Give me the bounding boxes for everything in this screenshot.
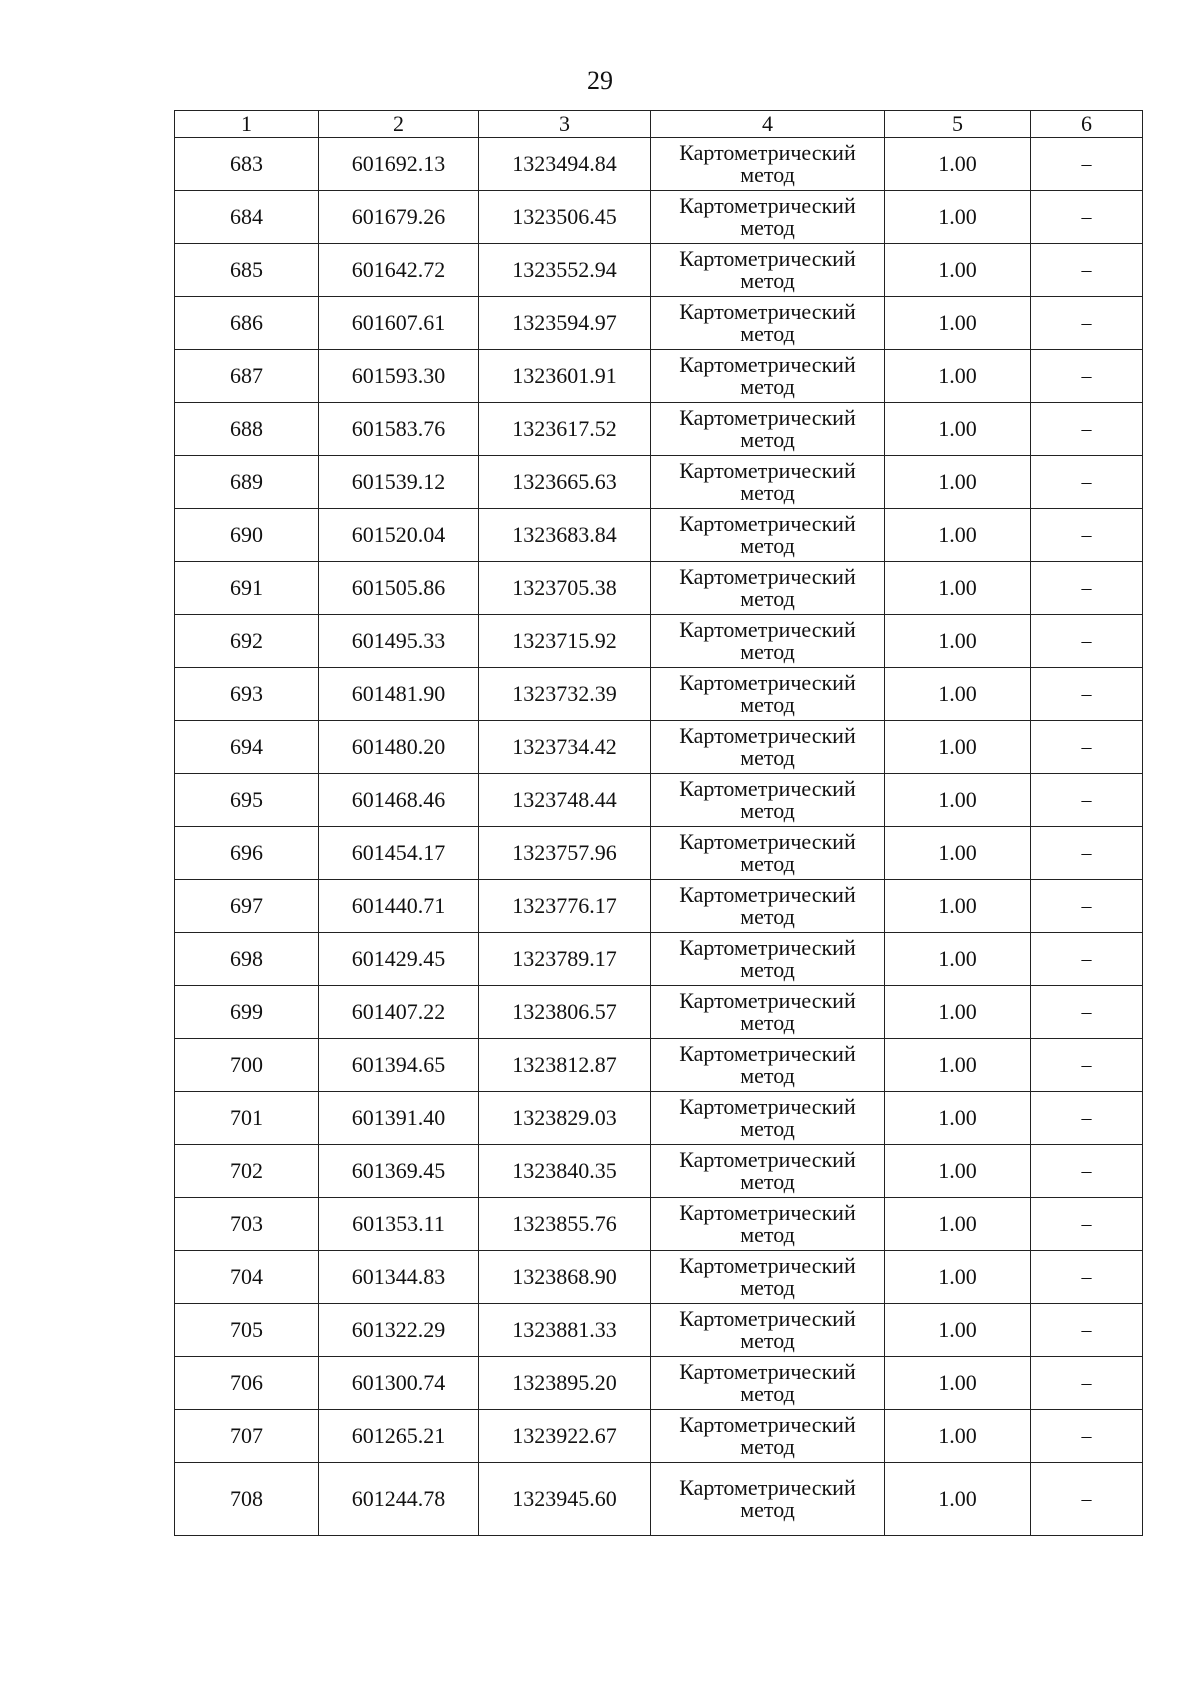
accuracy-cell: 1.00 — [885, 1357, 1031, 1410]
method-line-1: Картометрический — [679, 1475, 856, 1500]
x-coordinate-cell: 601593.30 — [319, 350, 479, 403]
method-line-2: метод — [740, 1116, 795, 1141]
x-coordinate-cell: 601505.86 — [319, 562, 479, 615]
method-cell — [651, 1357, 885, 1410]
header-cell-1: 1 — [175, 111, 319, 138]
method-cell — [651, 562, 885, 615]
table-row — [175, 774, 1143, 827]
x-coordinate-cell: 601495.33 — [319, 615, 479, 668]
method-line-2: метод — [740, 851, 795, 876]
table-row — [175, 509, 1143, 562]
method-line-2: метод — [740, 1381, 795, 1406]
table-row — [175, 880, 1143, 933]
method-line-1: Картометрический — [679, 776, 856, 801]
method-line-2: метод — [740, 1497, 795, 1522]
x-coordinate-cell: 601429.45 — [319, 933, 479, 986]
method-line-2: метод — [740, 374, 795, 399]
point-number-cell: 693 — [175, 668, 319, 721]
x-coordinate-cell: 601539.12 — [319, 456, 479, 509]
table-row — [175, 1039, 1143, 1092]
point-number-cell: 701 — [175, 1092, 319, 1145]
y-coordinate-cell: 1323868.90 — [479, 1251, 651, 1304]
point-number-cell: 684 — [175, 191, 319, 244]
table-row — [175, 403, 1143, 456]
y-coordinate-cell: 1323601.91 — [479, 350, 651, 403]
description-cell: – — [1031, 933, 1143, 986]
description-cell: – — [1031, 1145, 1143, 1198]
y-coordinate-cell: 1323881.33 — [479, 1304, 651, 1357]
table-row — [175, 1304, 1143, 1357]
method-line-1: Картометрический — [679, 1147, 856, 1172]
method-line-1: Картометрический — [679, 1041, 856, 1066]
accuracy-cell: 1.00 — [885, 191, 1031, 244]
method-cell — [651, 668, 885, 721]
method-line-2: метод — [740, 957, 795, 982]
method-line-1: Картометрический — [679, 1306, 856, 1331]
accuracy-cell: 1.00 — [885, 1145, 1031, 1198]
x-coordinate-cell: 601394.65 — [319, 1039, 479, 1092]
method-cell — [651, 933, 885, 986]
point-number-cell: 689 — [175, 456, 319, 509]
point-number-cell: 688 — [175, 403, 319, 456]
y-coordinate-cell: 1323789.17 — [479, 933, 651, 986]
table-row — [175, 1145, 1143, 1198]
point-number-cell: 685 — [175, 244, 319, 297]
y-coordinate-cell: 1323812.87 — [479, 1039, 651, 1092]
table-row — [175, 456, 1143, 509]
x-coordinate-cell: 601520.04 — [319, 509, 479, 562]
method-line-2: метод — [740, 162, 795, 187]
method-line-2: метод — [740, 533, 795, 558]
method-line-2: метод — [740, 1063, 795, 1088]
x-coordinate-cell: 601642.72 — [319, 244, 479, 297]
y-coordinate-cell: 1323552.94 — [479, 244, 651, 297]
table-row — [175, 350, 1143, 403]
method-line-2: метод — [740, 480, 795, 505]
header-cell-6: 6 — [1031, 111, 1143, 138]
method-line-1: Картометрический — [679, 988, 856, 1013]
page-number: 29 — [587, 66, 613, 95]
point-number-cell: 699 — [175, 986, 319, 1039]
y-coordinate-cell: 1323617.52 — [479, 403, 651, 456]
table-row — [175, 138, 1143, 191]
header-row — [175, 111, 1143, 138]
y-coordinate-cell: 1323734.42 — [479, 721, 651, 774]
method-cell — [651, 297, 885, 350]
table-header — [175, 111, 1143, 138]
table-row — [175, 827, 1143, 880]
point-number-cell: 707 — [175, 1410, 319, 1463]
method-line-1: Картометрический — [679, 299, 856, 324]
y-coordinate-cell: 1323494.84 — [479, 138, 651, 191]
point-number-cell: 697 — [175, 880, 319, 933]
accuracy-cell: 1.00 — [885, 1039, 1031, 1092]
accuracy-cell: 1.00 — [885, 244, 1031, 297]
method-line-1: Картометрический — [679, 617, 856, 642]
method-cell — [651, 827, 885, 880]
method-line-1: Картометрический — [679, 829, 856, 854]
method-cell — [651, 1251, 885, 1304]
x-coordinate-cell: 601353.11 — [319, 1198, 479, 1251]
method-line-1: Картометрический — [679, 458, 856, 483]
method-cell — [651, 774, 885, 827]
point-number-cell: 692 — [175, 615, 319, 668]
accuracy-cell: 1.00 — [885, 562, 1031, 615]
method-line-2: метод — [740, 798, 795, 823]
y-coordinate-cell: 1323748.44 — [479, 774, 651, 827]
x-coordinate-cell: 601454.17 — [319, 827, 479, 880]
accuracy-cell: 1.00 — [885, 1410, 1031, 1463]
x-coordinate-cell: 601468.46 — [319, 774, 479, 827]
accuracy-cell: 1.00 — [885, 1304, 1031, 1357]
header-cell-4: 4 — [651, 111, 885, 138]
point-number-cell: 708 — [175, 1463, 319, 1536]
method-line-1: Картометрический — [679, 352, 856, 377]
accuracy-cell: 1.00 — [885, 880, 1031, 933]
coordinates-table — [174, 110, 1143, 1536]
method-line-2: метод — [740, 639, 795, 664]
x-coordinate-cell: 601480.20 — [319, 721, 479, 774]
table-row — [175, 721, 1143, 774]
point-number-cell: 703 — [175, 1198, 319, 1251]
y-coordinate-cell: 1323665.63 — [479, 456, 651, 509]
point-number-cell: 700 — [175, 1039, 319, 1092]
method-line-1: Картометрический — [679, 1094, 856, 1119]
table-row — [175, 986, 1143, 1039]
method-cell — [651, 986, 885, 1039]
method-line-1: Картометрический — [679, 511, 856, 536]
method-line-2: метод — [740, 904, 795, 929]
method-line-2: метод — [740, 427, 795, 452]
x-coordinate-cell: 601344.83 — [319, 1251, 479, 1304]
point-number-cell: 691 — [175, 562, 319, 615]
point-number-cell: 686 — [175, 297, 319, 350]
header-cell-2: 2 — [319, 111, 479, 138]
method-line-2: метод — [740, 1434, 795, 1459]
accuracy-cell: 1.00 — [885, 509, 1031, 562]
table-row — [175, 933, 1143, 986]
method-line-2: метод — [740, 1169, 795, 1194]
y-coordinate-cell: 1323715.92 — [479, 615, 651, 668]
y-coordinate-cell: 1323506.45 — [479, 191, 651, 244]
description-cell: – — [1031, 1410, 1143, 1463]
description-cell: – — [1031, 880, 1143, 933]
y-coordinate-cell: 1323945.60 — [479, 1463, 651, 1536]
accuracy-cell: 1.00 — [885, 615, 1031, 668]
description-cell: – — [1031, 138, 1143, 191]
table-row — [175, 615, 1143, 668]
description-cell: – — [1031, 244, 1143, 297]
x-coordinate-cell: 601692.13 — [319, 138, 479, 191]
x-coordinate-cell: 601369.45 — [319, 1145, 479, 1198]
y-coordinate-cell: 1323683.84 — [479, 509, 651, 562]
table-body — [175, 138, 1143, 1536]
method-line-2: метод — [740, 586, 795, 611]
accuracy-cell: 1.00 — [885, 138, 1031, 191]
table-row — [175, 668, 1143, 721]
description-cell: – — [1031, 1039, 1143, 1092]
description-cell: – — [1031, 1251, 1143, 1304]
method-line-2: метод — [740, 268, 795, 293]
accuracy-cell: 1.00 — [885, 297, 1031, 350]
y-coordinate-cell: 1323840.35 — [479, 1145, 651, 1198]
accuracy-cell: 1.00 — [885, 668, 1031, 721]
description-cell: – — [1031, 827, 1143, 880]
header-cell-3: 3 — [479, 111, 651, 138]
method-line-1: Картометрический — [679, 140, 856, 165]
y-coordinate-cell: 1323829.03 — [479, 1092, 651, 1145]
x-coordinate-cell: 601583.76 — [319, 403, 479, 456]
point-number-cell: 705 — [175, 1304, 319, 1357]
accuracy-cell: 1.00 — [885, 827, 1031, 880]
method-cell — [651, 1304, 885, 1357]
table-row — [175, 1198, 1143, 1251]
method-cell — [651, 138, 885, 191]
accuracy-cell: 1.00 — [885, 350, 1031, 403]
method-line-2: метод — [740, 215, 795, 240]
description-cell: – — [1031, 509, 1143, 562]
method-line-2: метод — [740, 1010, 795, 1035]
description-cell: – — [1031, 562, 1143, 615]
table-row — [175, 1357, 1143, 1410]
method-line-2: метод — [740, 1328, 795, 1353]
x-coordinate-cell: 601407.22 — [319, 986, 479, 1039]
accuracy-cell: 1.00 — [885, 986, 1031, 1039]
method-line-1: Картометрический — [679, 405, 856, 430]
table-row — [175, 1410, 1143, 1463]
y-coordinate-cell: 1323732.39 — [479, 668, 651, 721]
point-number-cell: 706 — [175, 1357, 319, 1410]
header-cell-5: 5 — [885, 111, 1031, 138]
accuracy-cell: 1.00 — [885, 456, 1031, 509]
method-cell — [651, 880, 885, 933]
method-line-1: Картометрический — [679, 564, 856, 589]
method-cell — [651, 403, 885, 456]
description-cell: – — [1031, 615, 1143, 668]
point-number-cell: 695 — [175, 774, 319, 827]
method-line-2: метод — [740, 321, 795, 346]
method-line-2: метод — [740, 692, 795, 717]
method-cell — [651, 1145, 885, 1198]
x-coordinate-cell: 601391.40 — [319, 1092, 479, 1145]
x-coordinate-cell: 601244.78 — [319, 1463, 479, 1536]
accuracy-cell: 1.00 — [885, 1198, 1031, 1251]
table-row — [175, 1251, 1143, 1304]
x-coordinate-cell: 601607.61 — [319, 297, 479, 350]
table-row — [175, 1463, 1143, 1536]
description-cell: – — [1031, 986, 1143, 1039]
y-coordinate-cell: 1323895.20 — [479, 1357, 651, 1410]
point-number-cell: 698 — [175, 933, 319, 986]
method-line-1: Картометрический — [679, 1200, 856, 1225]
method-cell — [651, 1039, 885, 1092]
method-cell — [651, 1092, 885, 1145]
point-number-cell: 696 — [175, 827, 319, 880]
method-cell — [651, 615, 885, 668]
point-number-cell: 694 — [175, 721, 319, 774]
point-number-cell: 687 — [175, 350, 319, 403]
method-line-1: Картометрический — [679, 1412, 856, 1437]
description-cell: – — [1031, 721, 1143, 774]
point-number-cell: 690 — [175, 509, 319, 562]
description-cell: – — [1031, 668, 1143, 721]
method-line-1: Картометрический — [679, 882, 856, 907]
method-cell — [651, 1198, 885, 1251]
x-coordinate-cell: 601300.74 — [319, 1357, 479, 1410]
y-coordinate-cell: 1323855.76 — [479, 1198, 651, 1251]
table-row — [175, 244, 1143, 297]
description-cell: – — [1031, 350, 1143, 403]
y-coordinate-cell: 1323705.38 — [479, 562, 651, 615]
y-coordinate-cell: 1323776.17 — [479, 880, 651, 933]
method-cell — [651, 1410, 885, 1463]
description-cell: – — [1031, 1304, 1143, 1357]
description-cell: – — [1031, 1357, 1143, 1410]
x-coordinate-cell: 601322.29 — [319, 1304, 479, 1357]
method-line-2: метод — [740, 1275, 795, 1300]
description-cell: – — [1031, 297, 1143, 350]
accuracy-cell: 1.00 — [885, 774, 1031, 827]
method-cell — [651, 191, 885, 244]
method-line-2: метод — [740, 745, 795, 770]
point-number-cell: 704 — [175, 1251, 319, 1304]
accuracy-cell: 1.00 — [885, 403, 1031, 456]
description-cell: – — [1031, 456, 1143, 509]
method-cell — [651, 456, 885, 509]
method-line-1: Картометрический — [679, 1253, 856, 1278]
x-coordinate-cell: 601440.71 — [319, 880, 479, 933]
accuracy-cell: 1.00 — [885, 1092, 1031, 1145]
method-line-1: Картометрический — [679, 1359, 856, 1384]
accuracy-cell: 1.00 — [885, 1463, 1031, 1536]
y-coordinate-cell: 1323757.96 — [479, 827, 651, 880]
table-row — [175, 191, 1143, 244]
description-cell: – — [1031, 774, 1143, 827]
method-line-1: Картометрический — [679, 246, 856, 271]
point-number-cell: 683 — [175, 138, 319, 191]
method-cell — [651, 721, 885, 774]
table-row — [175, 297, 1143, 350]
y-coordinate-cell: 1323922.67 — [479, 1410, 651, 1463]
description-cell: – — [1031, 191, 1143, 244]
description-cell: – — [1031, 1198, 1143, 1251]
table-row — [175, 562, 1143, 615]
method-cell — [651, 1463, 885, 1536]
table-row — [175, 1092, 1143, 1145]
point-number-cell: 702 — [175, 1145, 319, 1198]
x-coordinate-cell: 601481.90 — [319, 668, 479, 721]
method-cell — [651, 509, 885, 562]
method-cell — [651, 244, 885, 297]
method-line-2: метод — [740, 1222, 795, 1247]
accuracy-cell: 1.00 — [885, 721, 1031, 774]
x-coordinate-cell: 601265.21 — [319, 1410, 479, 1463]
x-coordinate-cell: 601679.26 — [319, 191, 479, 244]
description-cell: – — [1031, 1463, 1143, 1536]
y-coordinate-cell: 1323806.57 — [479, 986, 651, 1039]
accuracy-cell: 1.00 — [885, 1251, 1031, 1304]
description-cell: – — [1031, 403, 1143, 456]
y-coordinate-cell: 1323594.97 — [479, 297, 651, 350]
method-line-1: Картометрический — [679, 670, 856, 695]
method-line-1: Картометрический — [679, 723, 856, 748]
description-cell: – — [1031, 1092, 1143, 1145]
method-line-1: Картометрический — [679, 935, 856, 960]
method-line-1: Картометрический — [679, 193, 856, 218]
accuracy-cell: 1.00 — [885, 933, 1031, 986]
method-cell — [651, 350, 885, 403]
